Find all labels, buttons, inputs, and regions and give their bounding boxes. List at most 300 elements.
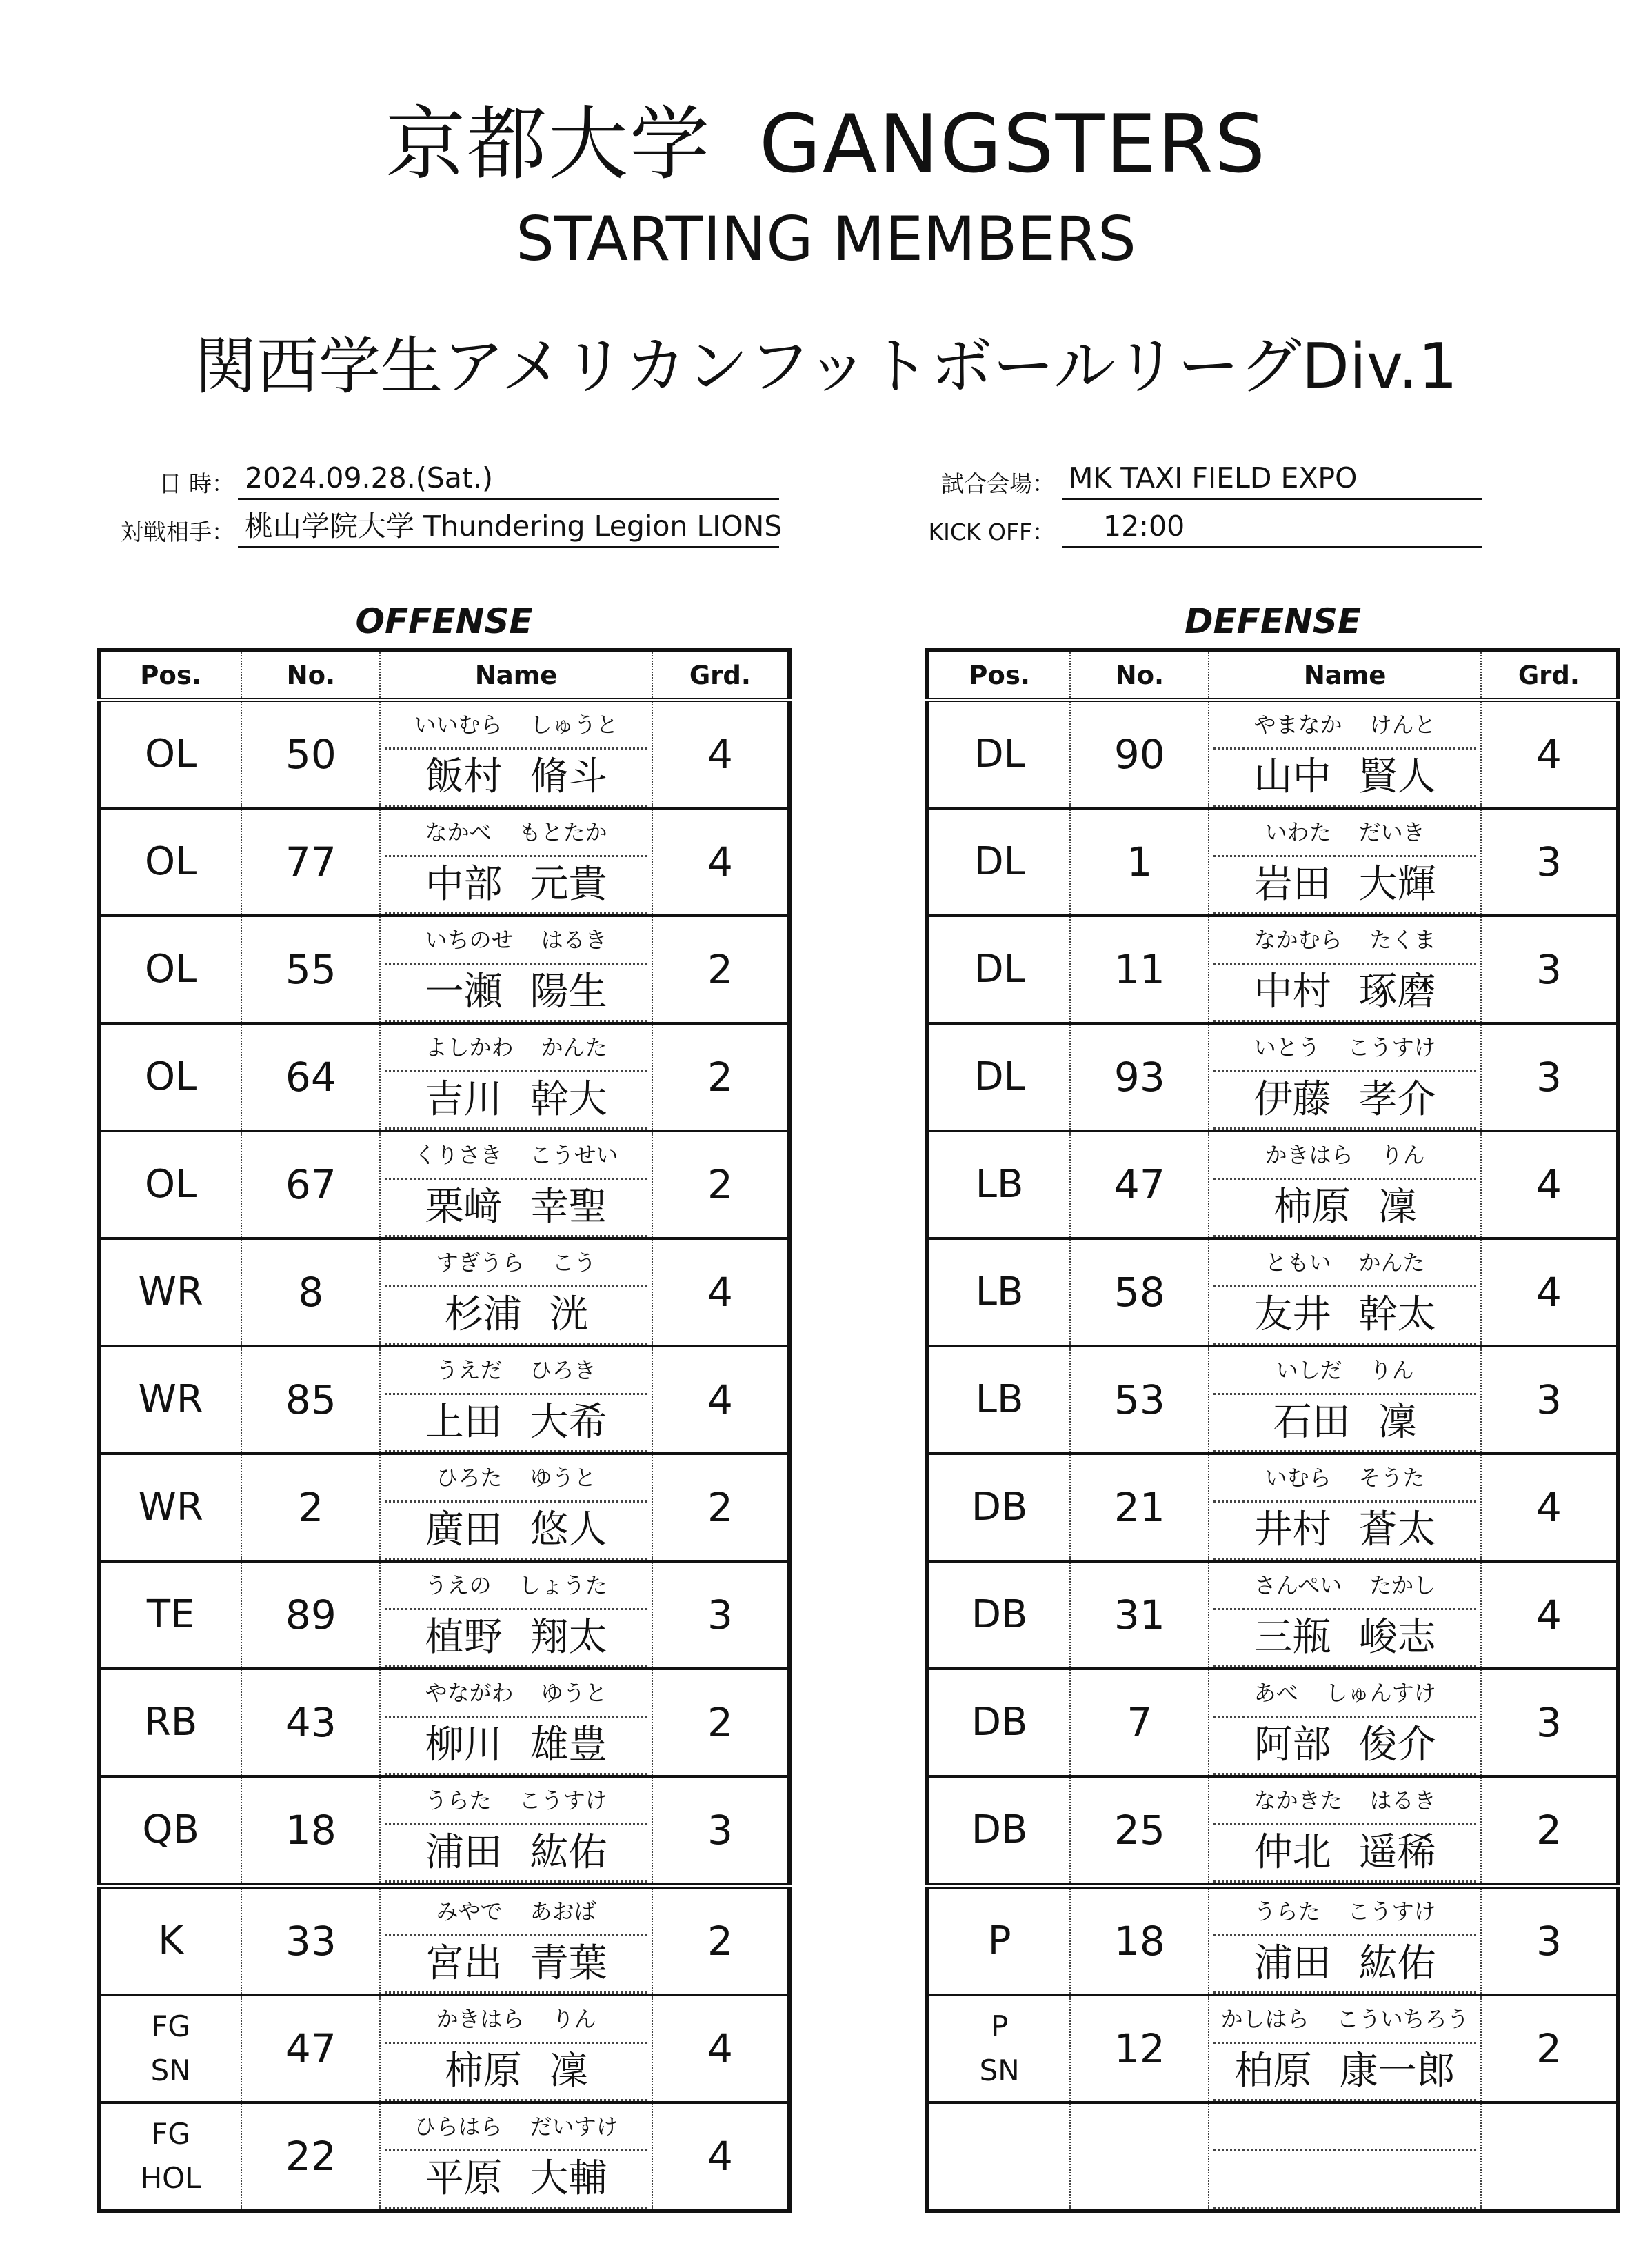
grade: 2	[1481, 1995, 1618, 2102]
position-cell	[99, 808, 241, 916]
jersey-number: 1	[1070, 808, 1209, 916]
name-cell	[1209, 1346, 1480, 1454]
name-kana	[385, 1132, 647, 1180]
given-name: 大輔	[530, 2156, 607, 2201]
kana-given: かんた	[541, 1034, 607, 1061]
name-kana	[385, 2104, 647, 2151]
name-cell	[380, 916, 652, 1023]
table-row	[99, 1561, 789, 1669]
position: DB	[971, 1592, 1028, 1637]
position-cell	[927, 700, 1070, 808]
defense-title: DEFENSE	[1185, 601, 1361, 641]
position-cell	[927, 1669, 1070, 1776]
name-kana	[1213, 917, 1475, 965]
table-row	[99, 1346, 789, 1454]
kana-family: うらた	[425, 1787, 492, 1814]
position: QB	[142, 1807, 199, 1852]
kana-family: いむら	[1265, 1465, 1331, 1491]
grade: 3	[652, 1776, 789, 1886]
kana-given: こうすけ	[1347, 1034, 1436, 1061]
family-name: 吉川	[425, 1077, 503, 1122]
table-row	[99, 1776, 789, 1886]
name-kana	[385, 917, 647, 965]
given-name: 幸聖	[530, 1185, 607, 1229]
name-kana	[1213, 810, 1475, 857]
kana-family: すぎうら	[436, 1249, 525, 1276]
kana-given: しょうた	[518, 1572, 607, 1598]
name-kanji	[385, 1610, 647, 1667]
column-header-name: Name	[380, 650, 652, 700]
kana-family: いいむら	[414, 712, 503, 738]
jersey-number: 21	[1070, 1454, 1209, 1561]
kana-given: そうた	[1358, 1465, 1425, 1491]
position: OL	[144, 732, 197, 776]
position-cell	[99, 1238, 241, 1346]
column-header-no: No.	[1070, 650, 1209, 700]
jersey-number: 47	[1070, 1131, 1209, 1238]
family-name: 阿部	[1253, 1723, 1331, 1767]
table-row	[99, 808, 789, 916]
name-kanji	[385, 1718, 647, 1775]
table-row	[927, 1669, 1618, 1776]
grade: 4	[652, 808, 789, 916]
grade: 3	[652, 1561, 789, 1669]
family-name: 植野	[425, 1615, 503, 1660]
offense-title: OFFENSE	[355, 601, 533, 641]
name-kana	[1213, 1025, 1475, 1072]
family-name: 山中	[1253, 754, 1331, 799]
name-kana	[385, 810, 647, 857]
position-cell	[927, 1023, 1070, 1131]
name-kana	[385, 1563, 647, 1610]
table-row	[99, 1454, 789, 1561]
position-cell	[927, 1346, 1070, 1454]
table-row	[927, 1886, 1618, 1996]
grade: 4	[1481, 700, 1618, 808]
name-cell	[380, 1023, 652, 1131]
kana-family: よしかわ	[425, 1034, 514, 1061]
table-row	[927, 1131, 1618, 1238]
position-cell	[99, 1669, 241, 1776]
name-kanji	[385, 2151, 647, 2209]
kana-family: ひろた	[436, 1465, 503, 1491]
name-kanji	[385, 1180, 647, 1237]
table-row	[927, 1346, 1618, 1454]
position-cell	[927, 1561, 1070, 1669]
name-kanji	[385, 1936, 647, 1994]
position: DL	[974, 732, 1025, 776]
family-name: 廣田	[425, 1507, 503, 1552]
table-row	[927, 916, 1618, 1023]
given-name: 翔太	[530, 1615, 607, 1660]
name-cell	[1209, 916, 1480, 1023]
grade: 4	[1481, 1454, 1618, 1561]
name-kana	[385, 1347, 647, 1395]
given-name: 康一郎	[1339, 2049, 1455, 2094]
given-name: 元貴	[530, 862, 607, 907]
jersey-number: 11	[1070, 916, 1209, 1023]
kana-given: ゆうと	[530, 1465, 596, 1491]
grade: 4	[1481, 1561, 1618, 1669]
kana-given: りん	[1380, 1142, 1425, 1168]
position: LB	[975, 1377, 1024, 1422]
position-secondary: HOL	[140, 2161, 201, 2195]
team-title	[0, 97, 1652, 193]
position: FG	[151, 2117, 190, 2151]
name-kana	[385, 1455, 647, 1503]
family-name: 一瀬	[425, 970, 503, 1014]
grade: 3	[1481, 808, 1618, 916]
table-row	[99, 700, 789, 808]
given-name: 賢人	[1358, 754, 1436, 799]
position-cell	[927, 1454, 1070, 1561]
given-name: 凜	[1378, 1400, 1417, 1445]
kana-family: くりさき	[414, 1142, 503, 1168]
jersey-number: 85	[241, 1346, 380, 1454]
position-cell	[927, 1886, 1070, 1996]
given-name: 洸	[549, 1292, 588, 1337]
position-cell	[99, 1454, 241, 1561]
name-kanji	[385, 965, 647, 1022]
offense-table	[97, 648, 792, 2213]
position-cell	[99, 916, 241, 1023]
position: P	[987, 1918, 1011, 1963]
name-kana	[1213, 1455, 1475, 1503]
position: OL	[144, 1054, 197, 1099]
name-kana	[1213, 1563, 1475, 1610]
jersey-number: 53	[1070, 1346, 1209, 1454]
name-kanji	[1213, 1072, 1475, 1130]
column-header-grd: Grd.	[1481, 650, 1618, 700]
kana-family: やまなか	[1253, 712, 1342, 738]
position-secondary: SN	[979, 2054, 1020, 2087]
jersey-number: 18	[1070, 1886, 1209, 1996]
family-name: 飯村	[425, 754, 503, 799]
kana-given: りん	[1369, 1357, 1414, 1383]
position: DL	[974, 1054, 1025, 1099]
position-cell	[99, 2102, 241, 2211]
kana-given: こうすけ	[1347, 1898, 1436, 1925]
grade: 2	[1481, 1776, 1618, 1886]
table-row	[99, 1669, 789, 1776]
position-cell	[927, 1995, 1070, 2102]
name-kana	[385, 1889, 647, 1936]
jersey-number	[1070, 2102, 1209, 2211]
family-name: 岩田	[1253, 862, 1331, 907]
position-secondary: SN	[150, 2054, 191, 2087]
table-row	[99, 1023, 789, 1131]
kana-given: かんた	[1358, 1249, 1425, 1276]
kana-family: いちのせ	[425, 927, 514, 953]
kana-family: なかきた	[1253, 1787, 1342, 1814]
kana-family: いしだ	[1276, 1357, 1342, 1383]
table-row	[927, 1776, 1618, 1886]
given-name: 琢磨	[1358, 970, 1436, 1014]
name-kanji	[385, 1503, 647, 1560]
kana-given: もとたか	[518, 819, 607, 845]
jersey-number: 64	[241, 1023, 380, 1131]
position: OL	[144, 839, 197, 884]
column-header-pos: Pos.	[927, 650, 1070, 700]
kana-given: ゆうと	[541, 1680, 607, 1706]
table-row	[99, 1238, 789, 1346]
name-kanji	[385, 2044, 647, 2101]
position-cell	[99, 1023, 241, 1131]
family-name: 中部	[425, 862, 503, 907]
name-kana	[385, 1996, 647, 2044]
position: LB	[975, 1269, 1024, 1314]
jersey-number: 33	[241, 1886, 380, 1996]
kana-family: うえだ	[436, 1357, 503, 1383]
table-row	[927, 1238, 1618, 1346]
given-name: 脩斗	[530, 754, 607, 799]
family-name: 伊藤	[1253, 1077, 1331, 1122]
given-name: 大希	[530, 1400, 607, 1445]
kana-family: みやで	[436, 1898, 503, 1925]
grade: 4	[652, 700, 789, 808]
position-cell	[927, 808, 1070, 916]
grade: 3	[1481, 916, 1618, 1023]
name-kana	[385, 1670, 647, 1718]
name-kana	[385, 702, 647, 750]
name-cell	[380, 1776, 652, 1886]
name-kanji	[1213, 1936, 1475, 1994]
position: DB	[971, 1485, 1028, 1529]
given-name: 紘佑	[1358, 1941, 1436, 1986]
given-name: 孝介	[1358, 1077, 1436, 1122]
grade: 4	[1481, 1238, 1618, 1346]
defense-table	[925, 648, 1620, 2213]
name-cell	[380, 1669, 652, 1776]
kana-given: はるき	[541, 927, 607, 953]
position: FG	[151, 2009, 190, 2043]
given-name: 蒼太	[1358, 1507, 1436, 1552]
family-name: 柳川	[425, 1723, 503, 1767]
name-kanji	[1213, 1825, 1475, 1882]
table-row	[927, 808, 1618, 916]
position: OL	[144, 947, 197, 992]
position: K	[158, 1918, 183, 1963]
position-cell	[99, 1776, 241, 1886]
name-cell	[380, 1454, 652, 1561]
kana-given: りん	[552, 2006, 596, 2032]
table-row	[99, 2102, 789, 2211]
name-kana	[1213, 1240, 1475, 1287]
position: WR	[138, 1269, 203, 1314]
given-name: 遥稀	[1358, 1830, 1436, 1875]
position: DB	[971, 1700, 1028, 1745]
position-cell	[927, 1776, 1070, 1886]
family-name: 石田	[1273, 1400, 1351, 1445]
given-name: 幹太	[1358, 1292, 1436, 1337]
family-name: 柿原	[444, 2049, 522, 2094]
name-kana	[1213, 1778, 1475, 1825]
grade: 4	[652, 1995, 789, 2102]
opponent-label: 対戦相手：	[121, 519, 234, 545]
jersey-number: 25	[1070, 1776, 1209, 1886]
position-cell	[927, 916, 1070, 1023]
position: OL	[144, 1162, 197, 1207]
name-cell	[1209, 1238, 1480, 1346]
grade: 3	[1481, 1669, 1618, 1776]
kana-family: なかべ	[425, 819, 492, 845]
name-cell	[380, 1346, 652, 1454]
name-cell	[380, 1886, 652, 1996]
given-name: 陽生	[530, 970, 607, 1014]
jersey-number: 58	[1070, 1238, 1209, 1346]
jersey-number: 18	[241, 1776, 380, 1886]
name-kanji	[385, 1287, 647, 1345]
name-kana	[385, 1240, 647, 1287]
kana-given: こうすけ	[518, 1787, 607, 1814]
name-kanji	[1213, 1287, 1475, 1345]
jersey-number: 77	[241, 808, 380, 916]
grade: 2	[652, 1886, 789, 1996]
name-kana	[1213, 1132, 1475, 1180]
kana-family: いとう	[1253, 1034, 1320, 1061]
date-label: 日 時：	[159, 470, 234, 497]
name-kanji	[385, 857, 647, 914]
kickoff-value: 12:00	[1062, 506, 1482, 548]
kana-family: なかむら	[1253, 927, 1342, 953]
name-kanji	[1213, 1718, 1475, 1775]
position: DL	[974, 947, 1025, 992]
name-kana	[1213, 1347, 1475, 1395]
position: WR	[138, 1377, 203, 1422]
name-kana	[385, 1025, 647, 1072]
given-name: 青葉	[530, 1941, 607, 1986]
given-name: 幹大	[530, 1077, 607, 1122]
position-cell	[927, 1131, 1070, 1238]
position: WR	[138, 1485, 203, 1529]
name-kanji	[385, 1395, 647, 1452]
name-kanji	[1213, 1180, 1475, 1237]
position-cell	[99, 1346, 241, 1454]
jersey-number: 8	[241, 1238, 380, 1346]
position-cell	[99, 1131, 241, 1238]
position-cell	[99, 1886, 241, 1996]
jersey-number: 43	[241, 1669, 380, 1776]
jersey-number: 12	[1070, 1995, 1209, 2102]
grade: 4	[1481, 1131, 1618, 1238]
grade: 3	[1481, 1346, 1618, 1454]
kana-family: ひらはら	[414, 2114, 503, 2140]
given-name: 凜	[1378, 1185, 1417, 1229]
team-name-jp: 京都大学	[385, 98, 712, 191]
kana-given: たくま	[1369, 927, 1436, 953]
family-name: 三瓶	[1253, 1615, 1331, 1660]
table-row	[927, 1561, 1618, 1669]
position: DB	[971, 1807, 1028, 1852]
column-header-pos: Pos.	[99, 650, 241, 700]
family-name: 平原	[425, 2156, 503, 2201]
kana-family: かきはら	[1265, 1142, 1353, 1168]
kana-given: ひろき	[530, 1357, 596, 1383]
opponent-value: 桃山学院大学 Thundering Legion LIONS	[238, 506, 779, 548]
family-name: 杉浦	[444, 1292, 522, 1337]
name-kanji	[1213, 1395, 1475, 1452]
family-name: 柿原	[1273, 1185, 1351, 1229]
name-cell	[1209, 1886, 1480, 1996]
position: P	[990, 2009, 1009, 2043]
position-cell	[99, 1561, 241, 1669]
name-kanji	[1213, 965, 1475, 1022]
jersey-number: 93	[1070, 1023, 1209, 1131]
grade: 2	[652, 1669, 789, 1776]
name-kanji	[385, 1825, 647, 1882]
position-cell	[927, 1238, 1070, 1346]
grade: 3	[1481, 1886, 1618, 1996]
kana-given: しゅうと	[530, 712, 618, 738]
grade: 3	[1481, 1023, 1618, 1131]
jersey-number: 67	[241, 1131, 380, 1238]
jersey-number: 55	[241, 916, 380, 1023]
kana-given: だいき	[1358, 819, 1425, 845]
kana-given: こうせい	[530, 1142, 618, 1168]
name-kana	[1213, 1670, 1475, 1718]
given-name: 凜	[549, 2049, 588, 2094]
position-cell	[927, 2102, 1070, 2211]
name-kana	[1213, 1889, 1475, 1936]
grade	[1481, 2102, 1618, 2211]
family-name: 栗﨑	[425, 1185, 503, 1229]
name-kana	[1213, 2104, 1475, 2151]
jersey-number: 47	[241, 1995, 380, 2102]
name-cell	[1209, 1776, 1480, 1886]
kana-family: やながわ	[425, 1680, 514, 1706]
kana-given: だいすけ	[530, 2114, 618, 2140]
jersey-number: 90	[1070, 700, 1209, 808]
name-cell	[380, 2102, 652, 2211]
kana-family: いわた	[1265, 819, 1331, 845]
kana-given: けんと	[1369, 712, 1436, 738]
grade: 2	[652, 1454, 789, 1561]
family-name: 中村	[1253, 970, 1331, 1014]
kana-given: あおば	[530, 1898, 596, 1925]
family-name: 宮出	[425, 1941, 503, 1986]
family-name: 友井	[1253, 1292, 1331, 1337]
kana-family: うえの	[425, 1572, 492, 1598]
position: LB	[975, 1162, 1024, 1207]
family-name: 浦田	[425, 1830, 503, 1875]
kickoff-label: KICK OFF：	[928, 519, 1055, 545]
table-row	[927, 1023, 1618, 1131]
family-name: 仲北	[1253, 1830, 1331, 1875]
name-kanji	[385, 750, 647, 807]
venue-label: 試合会場：	[941, 470, 1055, 497]
grade: 4	[652, 1238, 789, 1346]
kana-given: こういちろう	[1336, 2006, 1469, 2032]
kana-given: こう	[552, 1249, 596, 1276]
name-cell	[1209, 700, 1480, 808]
column-header-name: Name	[1209, 650, 1480, 700]
kana-family: うらた	[1253, 1898, 1320, 1925]
name-cell	[380, 700, 652, 808]
family-name: 浦田	[1253, 1941, 1331, 1986]
position: RB	[143, 1700, 198, 1745]
column-header-grd: Grd.	[652, 650, 789, 700]
grade: 4	[652, 1346, 789, 1454]
name-kanji	[1213, 2151, 1475, 2209]
name-cell	[380, 1238, 652, 1346]
family-name: 上田	[425, 1400, 503, 1445]
name-kanji	[1213, 857, 1475, 914]
position: DL	[974, 839, 1025, 884]
position: TE	[146, 1592, 195, 1637]
table-row	[927, 1995, 1618, 2102]
grade: 2	[652, 1131, 789, 1238]
grade: 2	[652, 1023, 789, 1131]
